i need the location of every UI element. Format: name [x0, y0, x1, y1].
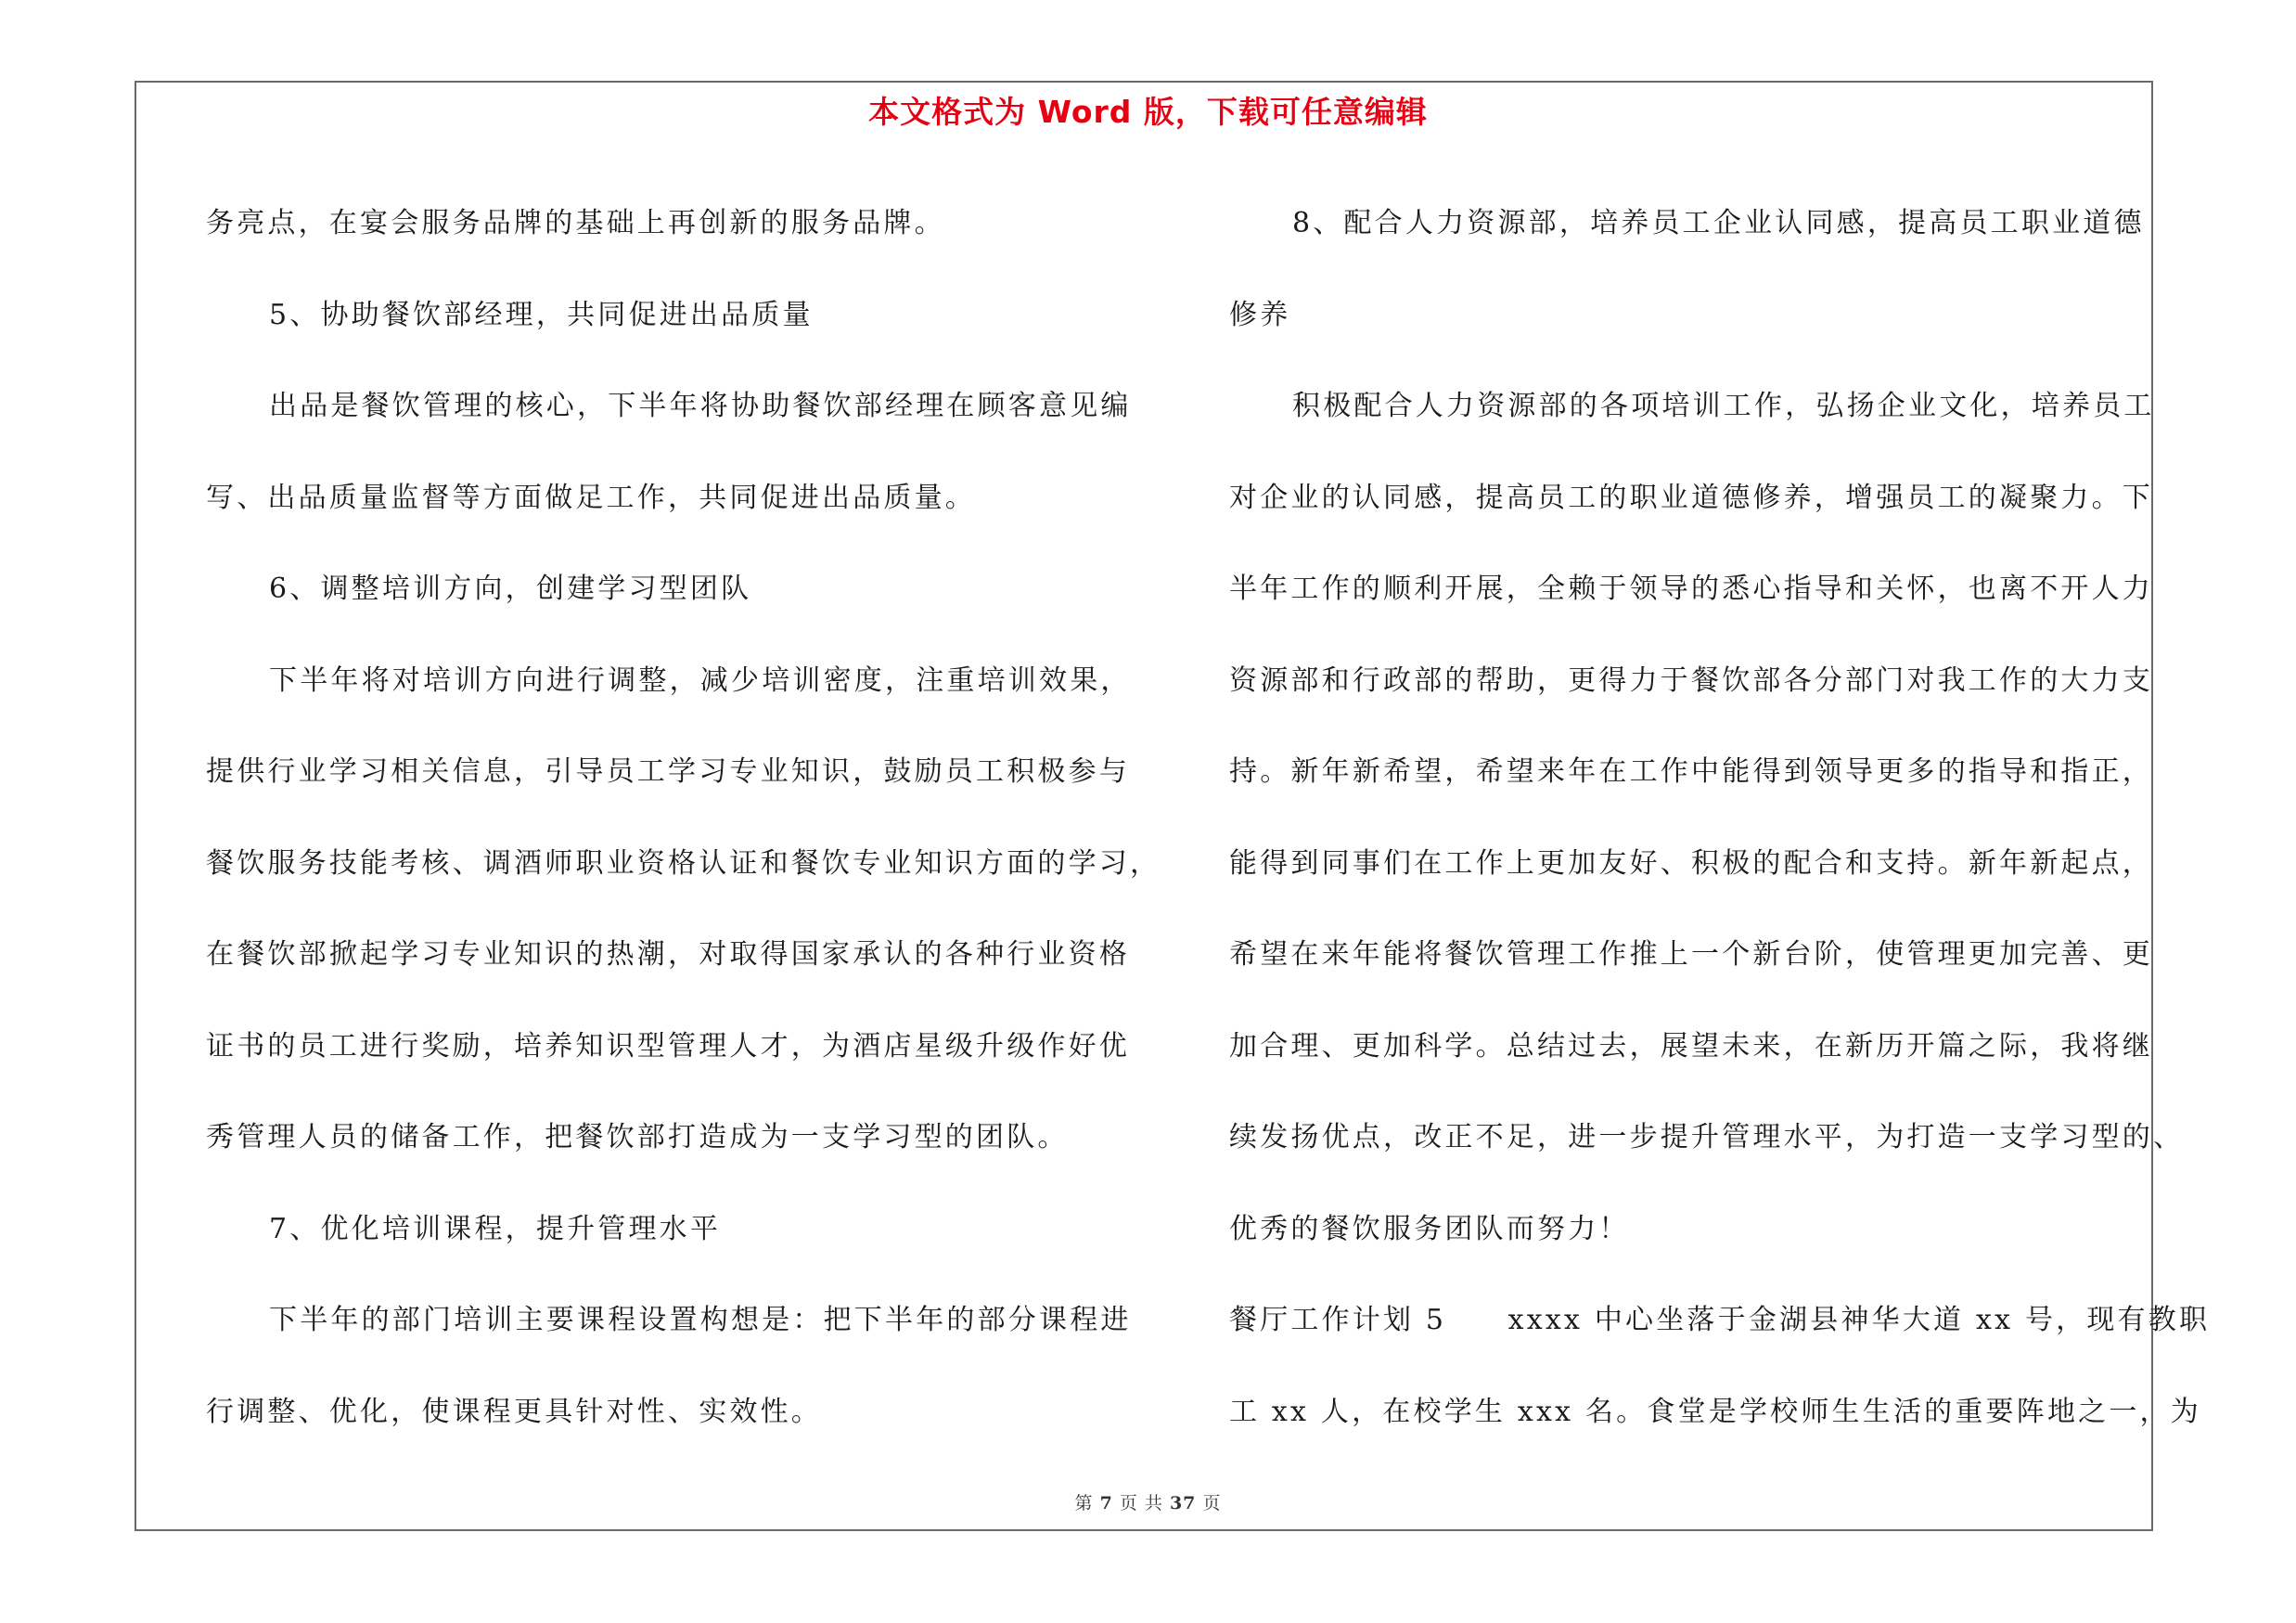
text-line: 能得到同事们在工作上更加友好、积极的配合和支持。新年新起点， — [1229, 846, 2153, 880]
text-line: 对企业的认同感，提高员工的职业道德修养，增强员工的凝聚力。下 — [1229, 481, 2153, 514]
text-line: 在餐饮部掀起学习专业知识的热潮，对取得国家承认的各种行业资格 — [206, 938, 1130, 971]
page-footer — [0, 1489, 2296, 1514]
text-line: 出品是餐饮管理的核心，下半年将协助餐饮部经理在顾客意见编 — [269, 390, 1132, 422]
text-line: 下半年将对培训方向进行调整，减少培训密度，注重培训效果， — [269, 663, 1132, 697]
text-line: 续发扬优点，改正不足，进一步提升管理水平，为打造一支学习型的、 — [1229, 1121, 2185, 1153]
text-line: 餐饮服务技能考核、调酒师职业资格认证和餐饮专业知识方面的学习， — [206, 846, 1161, 880]
text-line: 修养 — [1229, 298, 1291, 331]
text-line: 7、优化培训课程，提升管理水平 — [269, 1212, 722, 1245]
text-line: 持。新年新希望，希望来年在工作中能得到领导更多的指导和指正， — [1229, 755, 2153, 788]
text-line: 希望在来年能将餐饮管理工作推上一个新台阶，使管理更加完善、更 — [1229, 938, 2153, 971]
text-line: 秀管理人员的储备工作，把餐饮部打造成为一支学习型的团队。 — [206, 1121, 1069, 1153]
left-column — [206, 178, 1161, 1458]
footer-suffix: 页 — [1202, 1493, 1222, 1514]
right-column — [1229, 178, 2211, 1458]
text-line: 务亮点，在宴会服务品牌的基础上再创新的服务品牌。 — [206, 207, 945, 239]
text-line: 6、调整培训方向，创建学习型团队 — [269, 573, 752, 605]
text-line: 证书的员工进行奖励，培养知识型管理人才，为酒店星级升级作好优 — [206, 1029, 1130, 1063]
text-line: 优秀的餐饮服务团队而努力！ — [1229, 1212, 1630, 1245]
footer-prefix: 第 — [1074, 1493, 1094, 1514]
text-line: 资源部和行政部的帮助，更得力于餐饮部各分部门对我工作的大力支 — [1229, 663, 2153, 697]
text-line: 写、出品质量监督等方面做足工作，共同促进出品质量。 — [206, 481, 976, 514]
text-line: 半年工作的顺利开展，全赖于领导的悉心指导和关怀，也离不开人力 — [1229, 573, 2153, 605]
text-line: 加合理、更加科学。总结过去，展望未来，在新历开篇之际，我将继 — [1229, 1029, 2153, 1063]
footer-page-number: 7 — [1099, 1493, 1113, 1514]
footer-total-pages: 37 — [1169, 1493, 1197, 1514]
text-line: 下半年的部门培训主要课程设置构想是：把下半年的部分课程进 — [269, 1304, 1132, 1336]
text-line: 5、协助餐饮部经理，共同促进出品质量 — [269, 298, 814, 331]
text-line: 行调整、优化，使课程更具针对性、实效性。 — [206, 1395, 822, 1428]
text-line: 积极配合人力资源部的各项培训工作，弘扬企业文化，培养员工 — [1292, 390, 2155, 422]
text-line: 8、配合人力资源部，培养员工企业认同感，提高员工职业道德 — [1292, 207, 2145, 239]
text-line: 提供行业学习相关信息，引导员工学习专业知识，鼓励员工积极参与 — [206, 755, 1130, 788]
text-line: 工 xx 人，在校学生 xxx 名。食堂是学校师生生活的重要阵地之一，为 — [1229, 1395, 2201, 1428]
text-line: 餐厅工作计划 5 xxxx 中心坐落于金湖县神华大道 xx 号，现有教职 — [1229, 1304, 2211, 1336]
footer-middle: 页 共 — [1119, 1493, 1163, 1514]
document-banner: 本文格式为 Word 版，下载可任意编辑 — [868, 94, 1428, 130]
